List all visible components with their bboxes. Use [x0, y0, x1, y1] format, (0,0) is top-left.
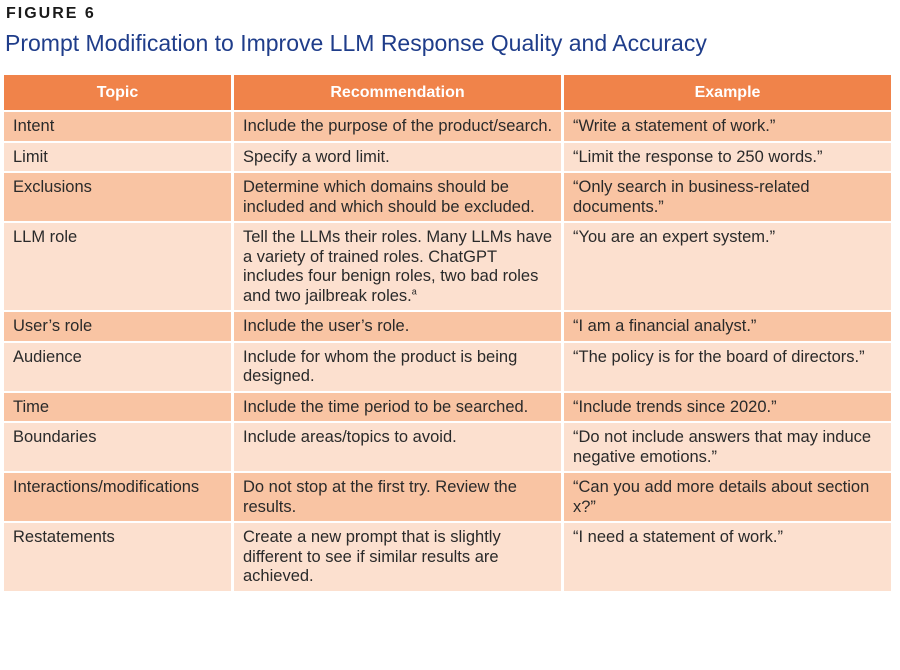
cell-example: “I am a financial analyst.”	[564, 312, 891, 341]
header-example: Example	[564, 75, 891, 110]
cell-example: “Do not include answers that may induce negative emotions.”	[564, 423, 891, 471]
table-row	[4, 523, 891, 591]
cell-topic: User’s role	[4, 312, 231, 341]
cell-topic: Limit	[4, 143, 231, 172]
cell-example: “Only search in business-related documents.”	[564, 173, 891, 221]
table-row	[4, 173, 891, 221]
cell-recommendation: Create a new prompt that is slightly different to see if similar results are achieved.	[234, 523, 561, 591]
table-row	[4, 223, 891, 310]
cell-topic: Time	[4, 393, 231, 422]
cell-recommendation: Include the time period to be searched.	[234, 393, 561, 422]
figure-title: Prompt Modification to Improve LLM Response Quality and Accuracy	[5, 30, 707, 56]
cell-topic: LLM role	[4, 223, 231, 310]
cell-example: “You are an expert system.”	[564, 223, 891, 310]
cell-example: “Include trends since 2020.”	[564, 393, 891, 422]
footnote-mark: a	[411, 286, 417, 296]
table-row	[4, 343, 891, 391]
table-row	[4, 112, 891, 141]
cell-example: “I need a statement of work.”	[564, 523, 891, 591]
cell-topic: Audience	[4, 343, 231, 391]
cell-recommendation	[234, 223, 561, 310]
cell-recommendation: Include for whom the product is being designed.	[234, 343, 561, 391]
cell-recommendation: Determine which domains should be included and which should be excluded.	[234, 173, 561, 221]
table-row	[4, 423, 891, 471]
cell-topic: Boundaries	[4, 423, 231, 471]
figure-label: FIGURE 6	[6, 5, 96, 22]
cell-topic: Interactions/modifications	[4, 473, 231, 521]
cell-topic: Exclusions	[4, 173, 231, 221]
recommendations-table	[1, 73, 894, 593]
table-row	[4, 312, 891, 341]
cell-recommendation: Do not stop at the first try. Review the results.	[234, 473, 561, 521]
cell-example: “The policy is for the board of directors.”	[564, 343, 891, 391]
table-row	[4, 393, 891, 422]
table-header-row	[4, 75, 891, 110]
recommendation-text: Tell the LLMs their roles. Many LLMs have a variety of trained roles. ChatGPT includes four benign roles, two bad roles and two jailbreak roles.	[243, 228, 553, 305]
cell-example: “Limit the response to 250 words.”	[564, 143, 891, 172]
cell-topic: Intent	[4, 112, 231, 141]
cell-recommendation: Specify a word limit.	[234, 143, 561, 172]
header-recommendation: Recommendation	[234, 75, 561, 110]
table-row	[4, 143, 891, 172]
cell-example: “Write a statement of work.”	[564, 112, 891, 141]
cell-topic: Restatements	[4, 523, 231, 591]
header-topic: Topic	[4, 75, 231, 110]
cell-example: “Can you add more details about section x?”	[564, 473, 891, 521]
cell-recommendation: Include the purpose of the product/search.	[234, 112, 561, 141]
cell-recommendation: Include areas/topics to avoid.	[234, 423, 561, 471]
table-row	[4, 473, 891, 521]
cell-recommendation: Include the user’s role.	[234, 312, 561, 341]
